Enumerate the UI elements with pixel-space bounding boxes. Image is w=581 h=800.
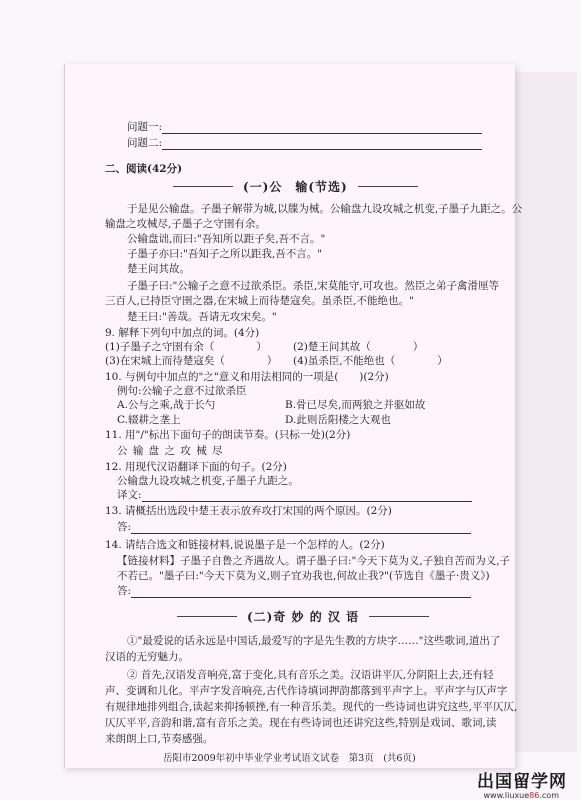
question-9-item: (2)楚王问其故（ ）	[293, 341, 424, 353]
translation-label: 译文:	[117, 489, 142, 501]
question-two-line	[127, 136, 482, 150]
answer-line	[117, 584, 471, 598]
watermark-url	[483, 791, 559, 800]
translation-line	[117, 488, 472, 502]
option-b: B.骨已尽矣,而两狼之并驱如故	[285, 399, 426, 411]
link-material: 【链接材料】子墨子自鲁之齐遇故人。谓子墨子曰:"今天下莫为义,子独自苦而为义,子	[117, 555, 511, 567]
passage-one-title: (一)公 输(节选)	[243, 180, 348, 194]
question-14: 14. 请结合选文和链接材料,说说墨子是一个怎样的人。(2分)	[105, 539, 385, 551]
passage-text: 子墨子曰:"公输子之意不过欲杀臣。杀臣,宋莫能守,可攻也。然臣之弟子禽滑厘等	[127, 280, 500, 292]
question-one-line	[127, 120, 482, 134]
passage-two-text: 声、变调和儿化。平声字发音响亮,古代作诗填词押韵都落到平声字上。平声字与仄声字	[105, 685, 508, 697]
passage-text: 楚王问其故。	[127, 263, 190, 275]
passage-two-title: (二)奇 妙 的 汉 语	[247, 610, 360, 624]
option-a: A.公与之乘,战于长勺	[117, 399, 216, 411]
watermark-url-part: www.liuxue	[483, 791, 530, 800]
watermark-url-part: .com	[539, 791, 559, 800]
watermark-url-part: 86	[529, 791, 540, 800]
watermark-logo: 出国留学网	[477, 772, 567, 792]
passage-two-text: ② 首先,汉语发音响亮,富于变化,具有音乐之美。汉语讲平仄,分阴阳上去,还有轻	[127, 669, 494, 681]
answer-blank	[162, 137, 482, 150]
answer-label: 答:	[117, 521, 132, 533]
question-11-sentence: 公 输 盘 之 攻 械 尽	[117, 445, 224, 457]
question-9-item: (3)在宋城上而待楚寇矣（ ）	[105, 355, 278, 367]
passage-two-text: ①"最爱说的话永远是中国话,最爱写的字是先生教的方块字……"这些歌词,道出了	[127, 635, 501, 647]
question-11: 11. 用"/"标出下面句子的朗读节奏。(只标一处)(2分)	[105, 429, 351, 441]
question-12: 12. 用现代汉语翻译下面的句子。(2分)	[105, 461, 287, 473]
passage-text: 公输盘诎,而曰:"吾知所以距子矣,吾不言。"	[127, 233, 326, 245]
passage-two-text: 有规律地排列组合,读起来抑扬顿挫,有一种音乐美。现代的一些诗词也讲究这些,平平仄仄,	[105, 701, 518, 713]
question-one-label: 问题一:	[127, 121, 163, 133]
answer-blank	[142, 489, 472, 502]
passage-text: 输盘之攻械尽,子墨子之守圉有余。	[105, 218, 266, 230]
question-9-item: (4)虽杀臣,不能绝也（ ）	[293, 355, 448, 367]
passage-text: 三百人,已持臣守圉之器,在宋城上而待楚寇矣。虽杀臣,不能绝也。"	[105, 295, 414, 307]
passage-text: 子墨子亦曰:"吾知子之所以距我,吾不言。"	[127, 248, 323, 260]
answer-blank	[131, 585, 471, 598]
passage-text: 楚王曰:"善哉。吾请无攻宋矣。"	[127, 311, 277, 323]
question-13: 13. 请概括出选段中楚王表示放弃攻打宋国的两个原因。(2分)	[105, 505, 392, 517]
page-footer: 岳阳市2009年初中毕业学业考试语文试卷 第3页 (共6页)	[163, 753, 416, 764]
section-heading: 二、阅读(42分)	[105, 163, 183, 175]
answer-blank	[162, 121, 482, 134]
answer-blank	[131, 521, 471, 534]
question-10: 10. 与例句中加点的"之"意义和用法相同的一项是( )(2分)	[105, 371, 389, 383]
question-12-sentence: 公输盘九设攻城之机变,子墨子九距之。	[117, 475, 299, 487]
answer-label: 答:	[117, 585, 132, 597]
question-9-item: (1)子墨子之守圉有余（ ）	[105, 341, 267, 353]
exam-page	[64, 64, 523, 768]
passage-two-text: 来朗朗上口,节奏感强。	[105, 733, 214, 745]
passage-two-text: 汉语的无穷魅力。	[105, 651, 189, 663]
answer-line	[117, 520, 471, 534]
option-c: C.辍耕之垄上	[117, 414, 181, 426]
question-10-example: 例句:公输子之意不过欲杀臣	[117, 385, 247, 397]
question-9: 9. 解释下列句中加点的词。(4分)	[105, 327, 260, 339]
passage-two-text: 仄仄平平,音韵和谐,富有音乐之美。现在有些诗词也还讲究这些,特别是戏词、歌词,读	[105, 717, 497, 729]
question-two-label: 问题二:	[127, 137, 163, 149]
link-material: 不若已。"墨子曰:"今天下莫为义,则子宜劝我也,何故止我?"(节选自《墨子·贵义》)	[117, 570, 490, 582]
option-d: D.此则岳阳楼之大观也	[285, 414, 391, 426]
passage-text: 于是见公输盘。子墨子解带为城,以牒为械。公输盘九设攻城之机变,子墨子九距之。公	[127, 203, 523, 215]
